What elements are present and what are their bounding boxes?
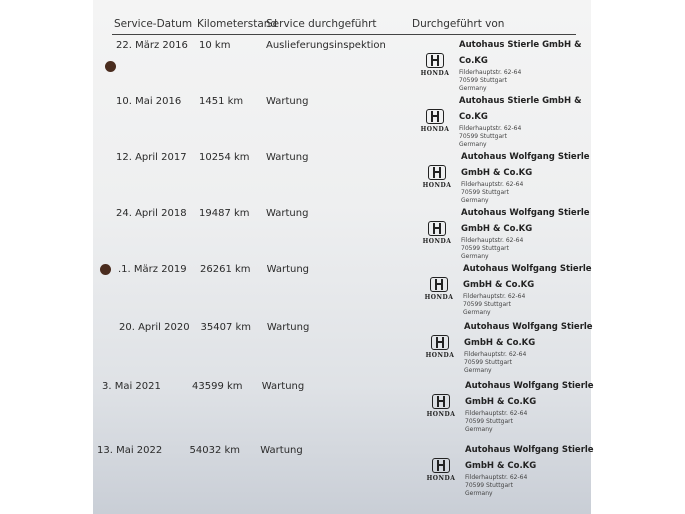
- dealer-country: Germany: [461, 197, 489, 204]
- honda-logo-icon: HONDA: [418, 165, 456, 189]
- service-type: Wartung: [260, 445, 303, 456]
- dealer-name-line1: Autohaus Wolfgang Stierle: [464, 322, 593, 332]
- service-type: Wartung: [266, 96, 309, 107]
- dealer-street: Filderhauptstr. 62-64: [465, 410, 528, 417]
- mileage: 1451 km: [199, 96, 244, 107]
- header-km: Kilometerstand: [197, 18, 278, 30]
- dealer-country: Germany: [463, 309, 491, 316]
- honda-logo-icon: HONDA: [422, 458, 460, 482]
- mileage: 10254 km: [199, 152, 250, 163]
- header-date: Service-Datum: [114, 18, 193, 30]
- dealer-city: 70599 Stuttgart: [461, 245, 509, 252]
- honda-logo-icon: HONDA: [418, 221, 456, 245]
- dealer-info: [459, 93, 589, 149]
- punch-dot: [100, 264, 111, 275]
- service-entry: [0, 208, 685, 268]
- header-performed-by: Durchgeführt von: [412, 18, 505, 30]
- mileage: 26261 km: [200, 264, 251, 275]
- honda-logo-icon: HONDA: [420, 277, 458, 301]
- dealer-name-line2: Co.KG: [459, 56, 488, 66]
- service-entry: [0, 381, 685, 441]
- service-date: 12. April 2017: [116, 152, 187, 163]
- service-type: Wartung: [266, 264, 310, 275]
- header-divider: [112, 34, 576, 35]
- dealer-info: [465, 378, 595, 434]
- dealer-city: 70599 Stuttgart: [463, 301, 511, 308]
- dealer-street: Filderhauptstr. 62-64: [461, 237, 524, 244]
- dealer-name-line1: Autohaus Stierle GmbH &: [459, 96, 582, 106]
- service-date: 24. April 2018: [116, 208, 187, 219]
- honda-logo-icon: HONDA: [416, 109, 454, 133]
- dealer-name-line1: Autohaus Wolfgang Stierle: [465, 381, 594, 391]
- dealer-city: 70599 Stuttgart: [465, 418, 513, 425]
- service-date: 20. April 2020: [119, 322, 190, 333]
- mileage: 54032 km: [189, 445, 241, 456]
- service-date: 22. März 2016: [116, 40, 188, 51]
- dealer-name-line2: GmbH & Co.KG: [464, 338, 536, 348]
- dealer-street: Filderhauptstr. 62-64: [459, 69, 522, 76]
- punch-dot: [105, 61, 116, 72]
- dealer-country: Germany: [465, 426, 493, 433]
- dealer-info: [463, 261, 593, 317]
- honda-logo-icon: HONDA: [416, 53, 454, 77]
- dealer-name-line2: GmbH & Co.KG: [463, 280, 535, 290]
- dealer-country: Germany: [459, 141, 487, 148]
- dealer-street: Filderhauptstr. 62-64: [459, 125, 522, 132]
- mileage: 35407 km: [200, 322, 252, 333]
- dealer-info: [461, 149, 591, 205]
- dealer-info: [465, 442, 595, 498]
- dealer-name-line1: Autohaus Wolfgang Stierle: [461, 208, 590, 218]
- service-type: Wartung: [261, 381, 305, 392]
- service-entry: [0, 322, 685, 382]
- dealer-name-line2: Co.KG: [459, 112, 488, 122]
- dealer-street: Filderhauptstr. 62-64: [464, 351, 527, 358]
- dealer-street: Filderhauptstr. 62-64: [465, 474, 528, 481]
- service-type: Wartung: [266, 152, 309, 163]
- dealer-name-line1: Autohaus Wolfgang Stierle: [461, 152, 590, 162]
- dealer-info: [459, 37, 589, 93]
- dealer-city: 70599 Stuttgart: [465, 482, 513, 489]
- dealer-name-line1: Autohaus Stierle GmbH &: [459, 40, 582, 50]
- dealer-name-line1: Autohaus Wolfgang Stierle: [463, 264, 592, 274]
- dealer-city: 70599 Stuttgart: [461, 189, 509, 196]
- dealer-name-line2: GmbH & Co.KG: [465, 397, 537, 407]
- dealer-name-line2: GmbH & Co.KG: [461, 224, 533, 234]
- service-entry: [0, 40, 685, 100]
- dealer-name-line2: GmbH & Co.KG: [461, 168, 533, 178]
- dealer-name-line1: Autohaus Wolfgang Stierle: [465, 445, 594, 455]
- service-date: 10. Mai 2016: [116, 96, 182, 107]
- dealer-country: Germany: [465, 490, 493, 497]
- dealer-name-line2: GmbH & Co.KG: [465, 461, 537, 471]
- dealer-country: Germany: [461, 253, 489, 260]
- service-type: Wartung: [266, 208, 309, 219]
- service-type: Auslieferungsinspektion: [266, 40, 386, 51]
- service-entry: [0, 152, 685, 212]
- service-date: 3. Mai 2021: [102, 381, 161, 392]
- service-date: .1. März 2019: [118, 264, 187, 275]
- mileage: 10 km: [199, 40, 231, 51]
- dealer-info: [464, 319, 594, 375]
- dealer-city: 70599 Stuttgart: [459, 133, 507, 140]
- service-entry: [0, 96, 685, 156]
- service-entry: [0, 445, 685, 505]
- dealer-street: Filderhauptstr. 62-64: [461, 181, 524, 188]
- dealer-street: Filderhauptstr. 62-64: [463, 293, 526, 300]
- mileage: 19487 km: [199, 208, 250, 219]
- honda-logo-icon: HONDA: [421, 335, 459, 359]
- dealer-city: 70599 Stuttgart: [464, 359, 512, 366]
- header-service: Service durchgeführt: [266, 18, 377, 30]
- dealer-country: Germany: [459, 85, 487, 92]
- dealer-country: Germany: [464, 367, 492, 374]
- honda-logo-icon: HONDA: [422, 394, 460, 418]
- mileage: 43599 km: [192, 381, 243, 392]
- dealer-city: 70599 Stuttgart: [459, 77, 507, 84]
- service-type: Wartung: [266, 322, 310, 333]
- service-date: 13. Mai 2022: [97, 445, 163, 456]
- dealer-info: [461, 205, 591, 261]
